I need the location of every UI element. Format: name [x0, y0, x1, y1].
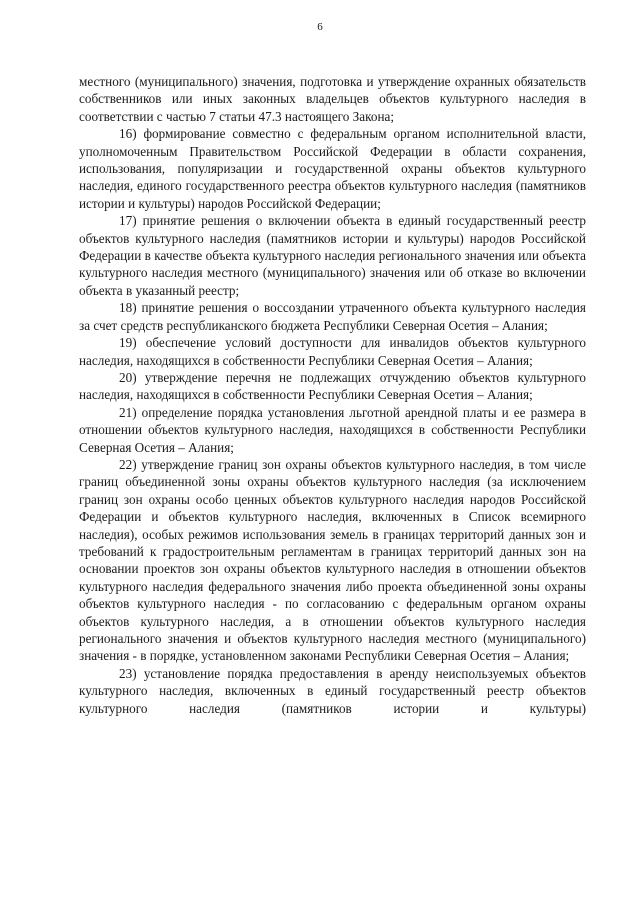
paragraph-item-16: 16) формирование совместно с федеральным органом исполнительной власти, уполномоченным Правительством Российской Федерации в области сохранения, использования, популяризации и государственной охраны объектов культурного наследия, единого государственного реестра объектов культурного наследия (памятников истории и культуры) народов Российской Федерации;	[79, 126, 586, 211]
paragraph-item-21: 21) определение порядка установления льготной арендной платы и ее размера в отношении объектов культурного наследия, находящихся в собственности Республики Северная Осетия – Алания;	[79, 404, 586, 455]
paragraph-item-17: 17) принятие решения о включении объекта в единый государственный реестр объектов культурного наследия (памятников истории и культуры) народов Российской Федерации в качестве объекта культурного наследия регионального значения или объекта культурного наследия местного (муниципального) значения или об отказе во включении объекта в указанный реестр;	[79, 213, 586, 298]
document-body	[79, 73, 586, 717]
paragraph-item-20: 20) утверждение перечня не подлежащих отчуждению объектов культурного наследия, находящихся в собственности Республики Северная Осетия – Алания;	[79, 369, 586, 403]
paragraph-item-19: 19) обеспечение условий доступности для инвалидов объектов культурного наследия, находящихся в собственности Республики Северная Осетия – Алания;	[79, 335, 586, 368]
paragraph-item-23: 23) установление порядка предоставления в аренду неиспользуемых объектов культурного наследия, включенных в единый государственный реестр объектов культурного наследия (памятников истории и культуры)	[79, 665, 586, 716]
paragraph-item-18: 18) принятие решения о воссоздании утраченного объекта культурного наследия за счет средств республиканского бюджета Республики Северная Осетия – Алания;	[79, 300, 586, 333]
page-number: 6	[317, 21, 323, 33]
paragraph-continuation: местного (муниципального) значения, подготовка и утверждение охранных обязательств собственников или иных законных владельцев объектов культурного наследия в соответствии с частью 7 статьи 47.3 настоящего Закона;	[79, 74, 586, 124]
paragraph-item-22: 22) утверждение границ зон охраны объектов культурного наследия, в том числе границ объединенной зоны охраны объектов культурного наследия (за исключением границ зон охраны особо ценных объектов культурного наследия народов Российской Федерации и объектов культурного наследия, включенных в Список всемирного наследия), особых режимов использования земель в границах территорий данных зон и требований к градостроительным регламентам в границах территорий данных зон на основании проектов зон охраны объектов культурного наследия в отношении объектов культурного наследия федерального значения либо проекта объединенной зоны охраны объектов культурного наследия - по согласованию с федеральным органом охраны объектов культурного наследия, а в отношении объектов культурного наследия регионального значения и объектов культурного наследия местного (муниципального) значения - в порядке, установленном законами Республики Северная Осетия – Алания;	[79, 456, 586, 664]
